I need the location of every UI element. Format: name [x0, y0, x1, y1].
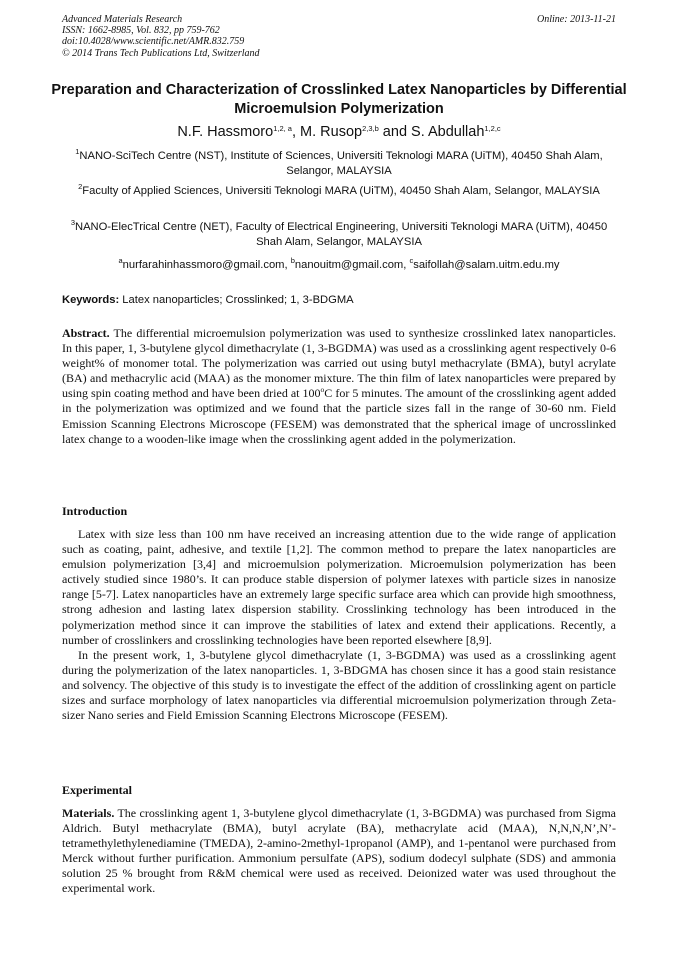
affiliation-3	[66, 220, 612, 250]
materials-paragraph	[62, 806, 616, 897]
email-address: nurfarahinhassmoro@gmail.com	[122, 259, 285, 271]
keywords-text: Latex nanoparticles; Crosslinked; 1, 3-BDGMA	[119, 294, 354, 306]
degree-mark: o	[320, 385, 325, 395]
author-name: N.F. Hassmoro	[177, 124, 274, 140]
affiliation-1	[66, 149, 612, 179]
email-mark: a	[118, 256, 123, 265]
keywords-label: Keywords:	[62, 294, 120, 306]
introduction-heading: Introduction	[62, 504, 128, 518]
online-date: Online: 2013-11-21	[537, 14, 616, 25]
introduction-paragraph-1: Latex with size less than 100 nm have received an increasing attention due to the wide range of application such as coating, paint, adhesive, and textile [1,2]. The common method to prepare the latex nanoparticles are emulsion polymerization [3,4] and microemulsion polymerization. Microemulsion polymerization has been actively studied since 1980’s. It can produce stable dispersion of polymer latexes with particle sizes in nanosize range [5-7]. Latex nanoparticles have an extremely large specific surface area which can provide high smoothness, strong adhesion and lasting latex dispersion stability. Crosslinking technology has been introduced in the polymerization method since it can improve the stabilities of latex and extend their applications. Recently, a number of crosslinkers and crosslinking technologies have been reported elsewhere [8,9].	[62, 527, 616, 647]
abstract-paragraph	[62, 326, 616, 447]
experimental-heading: Experimental	[62, 783, 132, 797]
author-name: M. Rusop	[300, 124, 363, 140]
abstract-text-cont: C for 5 minutes. The amount of the crosslinking agent added in the polymerization was optimized and we found that the particle sizes fall in the range of 30-60 nm. Field Emission Scanning Electrons Microscope (FESEM) was demonstrated that the spherical image of uncrosslinked latex change to a wooden-like image when the crosslinking agent added in the polymerization.	[62, 386, 616, 446]
affiliation-mark: 3	[70, 218, 75, 227]
keywords-line	[62, 293, 616, 308]
affiliation-2	[66, 184, 612, 199]
introduction-paragraph-2: In the present work, 1, 3-butylene glycol dimethacrylate (1, 3-BGDMA) was used as a crosslinking agent during the polymerization of the latex nanoparticles. 1, 3-BDGMA has chosen since it has a good stain resistance and solvency. The objective of this study is to investigate the effect of the addition of crosslinking agent on particle sizes and surface morphology of latex nanoparticles via differential microemulsion polymerization through Zeta-sizer Nano series and Field Emission Scanning Electrons Microscope (FESEM).	[62, 647, 616, 723]
author-affiliation-mark: 1,2, a	[273, 124, 292, 133]
email-address: saifollah@salam.uitm.edu.my	[413, 259, 560, 271]
journal-header	[62, 14, 616, 59]
abstract-text: The differential microemulsion polymerization was used to synthesize crosslinked latex nanoparticles. In this paper, 1, 3-butylene glycol dimethacrylate (1, 3-BGDMA) was used as a crosslinking agent respectively 0-6 weight% of monomer total. The polymerization was carried out using butyl methacrylate (BMA), butyl acrylate (BA) and methacrylic acid (MAA) as the monomer mixture. The thin film of latex nanoparticles were prepared by using spin coating method and have been dried at 100	[62, 326, 616, 401]
author-affiliation-mark: 2,3,b	[362, 124, 379, 133]
affiliation-text: NANO-ElecTrical Centre (NET), Faculty of Electrical Engineering, Universiti Teknologi MARA (UiTM), 40450 Shah Alam, Selangor, MALAYSIA	[74, 221, 608, 248]
materials-text: The crosslinking agent 1, 3-butylene glycol dimethacrylate (1, 3-BGDMA) was purchased from Sigma Aldrich. Butyl methacrylate (BMA), butyl acrylate (BA), methacrylate acid (MAA), N,N,N,N’,N’-tetramethylethylenediamine (TMEDA), 2-amino-2methyl-1propanol (AMP), and 1-pentanol were purchased from Merck without further purification. Ammonium persulfate (APS), sodium dodecyl sulphate (SDS) and ammonia solution 25 % brought from R&M chemical were used as received. Deionized water was used throughout the experimental work.	[62, 806, 616, 896]
email-separator: ,	[403, 259, 410, 271]
author-separator: ,	[291, 124, 301, 140]
email-address: nanouitm@gmail.com	[294, 259, 404, 271]
author-separator: and	[378, 124, 412, 140]
journal-copyright: © 2014 Trans Tech Publications Ltd, Switzerland	[62, 47, 260, 59]
author-name: S. Abdullah	[411, 124, 485, 140]
journal-issn: ISSN: 1662-8985, Vol. 832, pp 759-762	[62, 25, 220, 37]
journal-name: Advanced Materials Research	[62, 14, 183, 25]
author-list	[50, 122, 628, 142]
abstract-label: Abstract.	[62, 326, 110, 340]
affiliation-mark: 1	[75, 147, 80, 156]
email-separator: ,	[284, 259, 291, 271]
paper-title: Preparation and Characterization of Crosslinked Latex Nanoparticles by Differential Microemulsion Polymerization	[51, 82, 627, 117]
materials-label: Materials.	[62, 806, 115, 820]
email-mark: b	[290, 256, 295, 265]
journal-doi: doi:10.4028/www.scientific.net/AMR.832.759	[62, 36, 245, 48]
affiliation-text: Faculty of Applied Sciences, Universiti Teknologi MARA (UiTM), 40450 Shah Alam, Selangor, MALAYSIA	[82, 185, 600, 197]
email-mark: c	[409, 256, 414, 265]
author-affiliation-mark: 1,2,c	[484, 124, 501, 133]
affiliation-text: NANO-SciTech Centre (NST), Institute of Sciences, Universiti Teknologi MARA (UiTM), 40450 Shah Alam, Selangor, MALAYSIA	[79, 150, 603, 177]
author-emails	[50, 258, 628, 273]
affiliation-mark: 2	[78, 182, 83, 191]
introduction-body	[62, 527, 616, 723]
